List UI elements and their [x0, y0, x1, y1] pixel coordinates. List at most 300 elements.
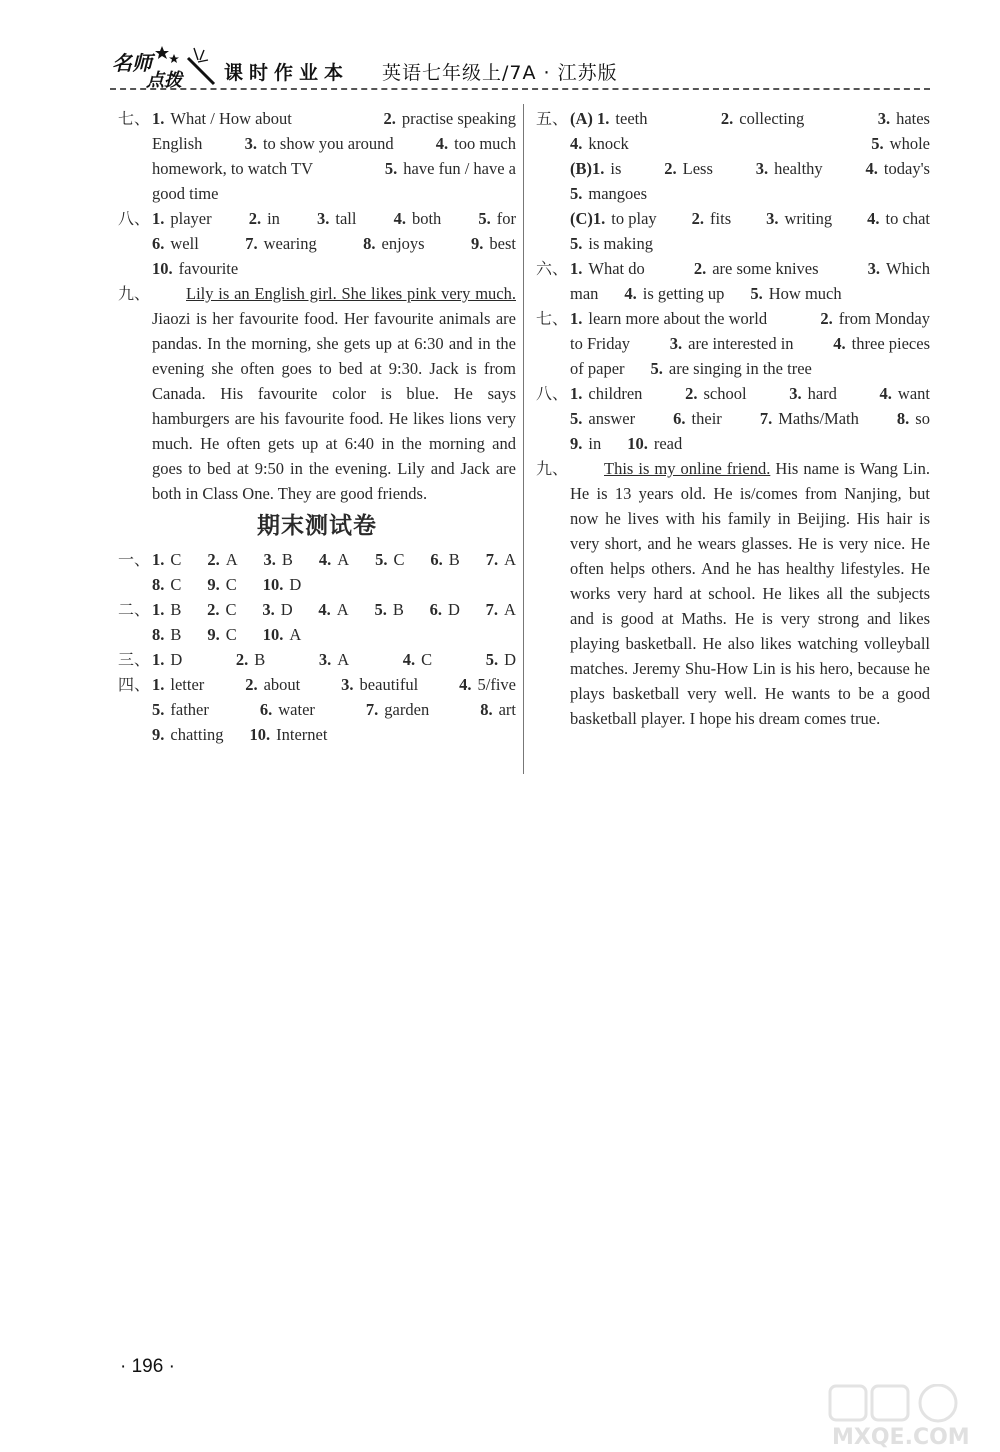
answer-line [570, 281, 930, 306]
exam-title: 期末测试卷 [257, 513, 377, 539]
answer-number: 10. [627, 434, 648, 453]
section-8 [118, 206, 516, 281]
answer-number: 10. [262, 575, 284, 594]
answer-text: best [489, 234, 516, 253]
watermark-logo [826, 1384, 986, 1448]
answer-item [245, 231, 317, 256]
answer-text: in [588, 434, 602, 453]
answer-item [319, 547, 349, 572]
right-column [536, 106, 930, 731]
section-mark: 一、 [118, 550, 151, 569]
answer-text: in [267, 209, 280, 228]
answer-item [480, 697, 516, 722]
answer-number: 9. [471, 234, 484, 253]
answer-text: A [504, 600, 516, 619]
answer-number: (C)1. [570, 209, 606, 228]
answer-text: Maths/Math [778, 409, 859, 428]
answer-item [152, 647, 182, 672]
answer-item [263, 572, 302, 597]
answer-text: whole [889, 134, 930, 153]
answer-text: B [281, 550, 293, 569]
answer-number: 2. [664, 159, 677, 178]
answer-item [570, 231, 653, 256]
answer-line [570, 181, 930, 206]
answer-number: 3. [669, 334, 683, 353]
answer-text: good time [152, 184, 219, 203]
answer-text: C [225, 600, 237, 619]
answer-number: 3. [877, 109, 891, 128]
answer-item [250, 722, 328, 747]
answer-text: B [392, 600, 404, 619]
answer-text: knock [588, 134, 629, 153]
answer-item [152, 156, 313, 181]
answer-number: 1. [570, 259, 583, 278]
answer-text: B [448, 550, 460, 569]
answer-item [789, 381, 837, 406]
svg-text:MXQE.COM: MXQE.COM [832, 1425, 970, 1448]
answer-item [570, 306, 767, 331]
column-divider [523, 104, 524, 774]
svg-text:名师: 名师 [112, 51, 152, 75]
answer-text: chatting [170, 725, 224, 744]
answer-number: 4. [867, 209, 880, 228]
answer-item [263, 622, 302, 647]
essay-body: His name is Wang Lin. He is 13 years old. He is/comes from Nanjing, but now he lives with his family in Beijing. His hair is very short, and he wears glasses. He is very nice. He often helps others. And he has healthy lifestyles. He works very hard at school. He likes all the subjects and is good at Maths. He is very strong and likes playing basketball. He also likes watching volleyball matches. Jeremy Shu-How Lin is his hero, because he plays basketball very well. He wants to be a good basketball player. I hope his dream comes true. [570, 459, 930, 728]
answer-text: school [703, 384, 747, 403]
answer-text: C [170, 550, 182, 569]
answer-text: writing [784, 209, 833, 228]
answer-text: garden [384, 700, 430, 719]
exam-section-4 [118, 672, 516, 747]
answer-number: 3. [766, 209, 779, 228]
answer-item [262, 597, 292, 622]
answer-item [570, 331, 630, 356]
answer-number: 2. [820, 309, 833, 328]
answer-number: 10. [249, 725, 271, 744]
answer-item [152, 597, 181, 622]
answer-number: 4. [624, 284, 637, 303]
answer-number: 4. [435, 134, 449, 153]
answer-number: 3. [263, 550, 276, 569]
answer-line [152, 597, 516, 622]
answer-item [384, 106, 516, 131]
answer-text: tall [335, 209, 357, 228]
answer-number: 3. [244, 134, 257, 153]
answer-item [375, 547, 404, 572]
answer-number: 1. [570, 309, 583, 328]
section-9-essay [118, 281, 516, 506]
exam-section-7 [536, 306, 930, 381]
section-mark: 七、 [536, 309, 569, 328]
left-column [118, 106, 516, 747]
answer-line [570, 206, 930, 231]
header-rule [110, 88, 930, 90]
answer-number: 10. [262, 625, 284, 644]
answer-number: 2. [245, 675, 258, 694]
answer-number: 5. [384, 159, 398, 178]
answer-line [152, 572, 516, 597]
answer-text: three pieces [851, 334, 930, 353]
answer-item [750, 281, 841, 306]
answer-number: 3. [317, 209, 330, 228]
answer-line [152, 697, 516, 722]
answer-number: 4. [393, 209, 406, 228]
answer-number: 3. [318, 650, 332, 669]
answer-number: 8. [896, 409, 910, 428]
answer-text: favourite [178, 259, 239, 278]
answer-number: 2. [720, 109, 734, 128]
section-mark: 七、 [118, 109, 151, 128]
answer-item [664, 156, 713, 181]
answer-item [760, 406, 859, 431]
answer-number: 6. [430, 550, 443, 569]
answer-text: their [691, 409, 722, 428]
answer-item [833, 331, 930, 356]
answer-number: 7. [365, 700, 379, 719]
answer-text: answer [588, 409, 636, 428]
answer-item [394, 206, 442, 231]
answer-item [403, 647, 432, 672]
answer-item [152, 672, 204, 697]
answer-number: 8. [152, 575, 165, 594]
answer-number: 6. [259, 700, 273, 719]
answer-item [692, 206, 731, 231]
answer-item [318, 597, 348, 622]
section-mark: 六、 [536, 259, 569, 278]
answer-item [868, 256, 930, 281]
answer-item [236, 647, 265, 672]
answer-item [152, 131, 202, 156]
answer-item [317, 206, 356, 231]
answer-line [152, 672, 516, 697]
answer-number: 5. [871, 134, 884, 153]
essay-paragraph [152, 281, 516, 506]
answer-number: 4. [459, 675, 472, 694]
answer-number: 2. [383, 109, 396, 128]
answer-text: today's [883, 159, 930, 178]
answer-text: C [421, 650, 433, 669]
exam-section-1 [118, 547, 516, 597]
section-mark: 九、 [118, 284, 151, 303]
exam-section-3 [118, 647, 516, 672]
section-mark: 四、 [118, 675, 151, 694]
answer-item [820, 306, 930, 331]
answer-number: 8. [363, 234, 376, 253]
answer-line [152, 622, 516, 647]
answer-item [152, 181, 218, 206]
answer-item [363, 231, 424, 256]
answer-item [245, 131, 394, 156]
answer-item [570, 381, 642, 406]
answer-text: too much [454, 134, 516, 153]
answer-line [152, 722, 516, 747]
answer-number: 2. [207, 600, 220, 619]
answer-text: is getting up [642, 284, 725, 303]
answer-text: beautiful [359, 675, 419, 694]
answer-text: homework, to watch TV [152, 159, 313, 178]
answer-text: about [263, 675, 301, 694]
answer-text: A [337, 650, 350, 669]
answer-number: 4. [833, 334, 846, 353]
answer-item [152, 206, 212, 231]
answer-text: D [280, 600, 293, 619]
answer-number: 5. [570, 409, 583, 428]
answer-number: (B)1. [570, 159, 605, 178]
exam-section-8 [536, 381, 930, 456]
answer-text: want [897, 384, 930, 403]
answer-text: wearing [263, 234, 317, 253]
answer-number: 9. [207, 625, 220, 644]
answer-item [152, 697, 209, 722]
answer-number: 9. [152, 725, 165, 744]
answer-item [459, 672, 516, 697]
answer-text: English [152, 134, 203, 153]
answer-item [486, 647, 516, 672]
answer-text: children [588, 384, 643, 403]
answer-number: 4. [879, 384, 892, 403]
essay-paragraph [570, 456, 930, 731]
page-number: · 196 · [120, 1356, 175, 1377]
answer-text: is making [588, 234, 653, 253]
exam-section-5 [536, 106, 930, 256]
answer-text: healthy [774, 159, 823, 178]
answer-item [207, 547, 237, 572]
essay-first-sentence: Lily is an English girl. She likes pink very much. [186, 284, 516, 303]
answer-line [570, 231, 930, 256]
answer-item [867, 206, 930, 231]
answer-text: B [170, 625, 182, 644]
answer-line [152, 131, 516, 156]
answer-text: for [496, 209, 516, 228]
answer-number: 1. [152, 600, 165, 619]
answer-number: 3. [262, 600, 275, 619]
answer-text: art [498, 700, 516, 719]
answer-text: D [504, 650, 516, 669]
section-mark: 九、 [536, 459, 569, 478]
answer-number: 2. [685, 384, 698, 403]
answer-text: read [653, 434, 683, 453]
answer-item [670, 331, 794, 356]
answer-item [570, 181, 647, 206]
answer-text: C [225, 575, 237, 594]
answer-line [570, 331, 930, 356]
answer-number: 5. [374, 600, 387, 619]
answer-text: are interested in [688, 334, 794, 353]
answer-text: letter [170, 675, 205, 694]
answer-item [486, 547, 516, 572]
answer-number: 4. [570, 134, 583, 153]
answer-text: C [170, 575, 182, 594]
answer-line [570, 356, 930, 381]
answer-line [152, 256, 516, 281]
answer-number: 1. [570, 384, 583, 403]
section-mark: 八、 [536, 384, 569, 403]
answer-item [471, 231, 516, 256]
answer-line [152, 547, 516, 572]
answer-item [627, 431, 682, 456]
answer-item [385, 156, 516, 181]
answer-number: 3. [755, 159, 769, 178]
series-title: 课时作业本 [224, 62, 350, 84]
answer-number: 4. [865, 159, 878, 178]
page-header [110, 38, 930, 90]
answer-line [152, 647, 516, 672]
answer-text: D [447, 600, 460, 619]
answer-item [721, 106, 804, 131]
answer-item [207, 572, 236, 597]
answer-number: 8. [480, 700, 493, 719]
answer-text: to chat [885, 209, 930, 228]
answer-item [897, 406, 930, 431]
answer-text: are singing in the tree [668, 359, 812, 378]
answer-text: How much [768, 284, 842, 303]
exam-section-2 [118, 597, 516, 647]
answer-number: 5. [478, 209, 491, 228]
answer-line [570, 131, 930, 156]
answer-number: 2. [207, 550, 220, 569]
answer-number: 6. [673, 409, 686, 428]
answer-item [570, 106, 647, 131]
answer-line [152, 231, 516, 256]
answer-item [880, 381, 930, 406]
answer-number: 5. [485, 650, 499, 669]
answer-item [570, 431, 601, 456]
brand-logo [110, 40, 220, 88]
answer-text: D [289, 575, 302, 594]
answer-number: 5. [152, 700, 165, 719]
answer-number: 5. [375, 550, 388, 569]
answer-item [260, 697, 315, 722]
answer-item [685, 381, 746, 406]
answer-number: 9. [207, 575, 220, 594]
answer-number: 7. [485, 600, 499, 619]
answer-item [570, 131, 629, 156]
section-mark: 五、 [536, 109, 569, 128]
answer-item [570, 206, 657, 231]
answer-text: from Monday [838, 309, 930, 328]
answer-number: 5. [570, 234, 583, 253]
answer-item [570, 356, 625, 381]
answer-item [478, 206, 516, 231]
answer-number: 3. [867, 259, 881, 278]
answer-item [878, 106, 930, 131]
answer-text: both [411, 209, 442, 228]
answer-text: enjoys [381, 234, 425, 253]
answer-line [152, 106, 516, 131]
answer-line [570, 106, 930, 131]
answer-item [756, 156, 823, 181]
answer-number: 2. [248, 209, 262, 228]
answer-line [152, 181, 516, 206]
answer-text: What do [588, 259, 645, 278]
answer-line [570, 256, 930, 281]
answer-item [430, 547, 459, 572]
answer-text: fits [710, 209, 732, 228]
answer-line [570, 156, 930, 181]
answer-item [570, 256, 645, 281]
answer-text: A [504, 550, 516, 569]
answer-line [570, 381, 930, 406]
answer-item [436, 131, 516, 156]
answer-item [152, 722, 224, 747]
answer-number: 6. [429, 600, 442, 619]
answer-text: Less [682, 159, 713, 178]
essay-body: Jiaozi is her favourite food. Her favourite animals are pandas. In the morning, she gets up at 6:30 and in the evening she often goes to bed at 9:30. Jack is from Canada. His favourite color is blue. He says hamburgers are his favourite food. He likes lions very much. He often gets up at 6:40 in the morning and goes to bed at 9:50 in the evening. Lily and Jack are both in Class One. They are good friends. [152, 309, 516, 503]
answer-text: A [337, 550, 350, 569]
answer-number: 4. [402, 650, 416, 669]
answer-item [152, 547, 181, 572]
answer-item [866, 156, 930, 181]
answer-text: are some knives [712, 259, 819, 278]
answer-text: hard [807, 384, 837, 403]
answer-item [207, 622, 236, 647]
answer-line [570, 306, 930, 331]
answer-item [245, 672, 300, 697]
answer-text: A [225, 550, 238, 569]
answer-line [152, 206, 516, 231]
answer-number: 1. [152, 550, 165, 569]
section-mark: 二、 [118, 600, 151, 619]
answer-item [871, 131, 930, 156]
answer-number: 8. [152, 625, 165, 644]
answer-item [374, 597, 403, 622]
answer-text: of paper [570, 359, 625, 378]
answer-text: B [170, 600, 182, 619]
answer-item [152, 622, 181, 647]
answer-item [766, 206, 832, 231]
answer-item [152, 231, 199, 256]
answer-text: to show you around [262, 134, 394, 153]
answer-text: learn more about the world [588, 309, 768, 328]
answer-item [570, 281, 598, 306]
answer-number: 1. [152, 109, 165, 128]
answer-number: 5. [750, 284, 763, 303]
answer-number: 4. [318, 550, 332, 569]
answer-item [249, 206, 280, 231]
answer-text: well [170, 234, 199, 253]
answer-number: 3. [789, 384, 802, 403]
answer-text: Internet [276, 725, 328, 744]
answer-item [319, 647, 349, 672]
answer-text: water [278, 700, 315, 719]
exam-section-6 [536, 256, 930, 306]
answer-number: 10. [152, 259, 173, 278]
answer-item [152, 256, 238, 281]
answer-item [570, 406, 635, 431]
answer-number: 2. [235, 650, 249, 669]
answer-text: father [170, 700, 209, 719]
svg-text:点拨: 点拨 [146, 70, 182, 88]
answer-text: A [289, 625, 302, 644]
section-mark: 三、 [118, 650, 151, 669]
answer-number: 7. [759, 409, 773, 428]
answer-text: so [915, 409, 930, 428]
answer-text: player [170, 209, 212, 228]
answer-item [430, 597, 460, 622]
answer-text: is [610, 159, 622, 178]
answer-item [570, 156, 621, 181]
answer-text: to play [611, 209, 657, 228]
answer-number: 9. [570, 434, 583, 453]
answer-text: Which [886, 259, 930, 278]
answer-number: 6. [152, 234, 165, 253]
answer-text: man [570, 284, 599, 303]
answer-number: 7. [245, 234, 258, 253]
essay-first-sentence: This is my online friend. [604, 459, 771, 478]
answer-text: B [254, 650, 266, 669]
answer-text: C [393, 550, 405, 569]
answer-item [366, 697, 429, 722]
